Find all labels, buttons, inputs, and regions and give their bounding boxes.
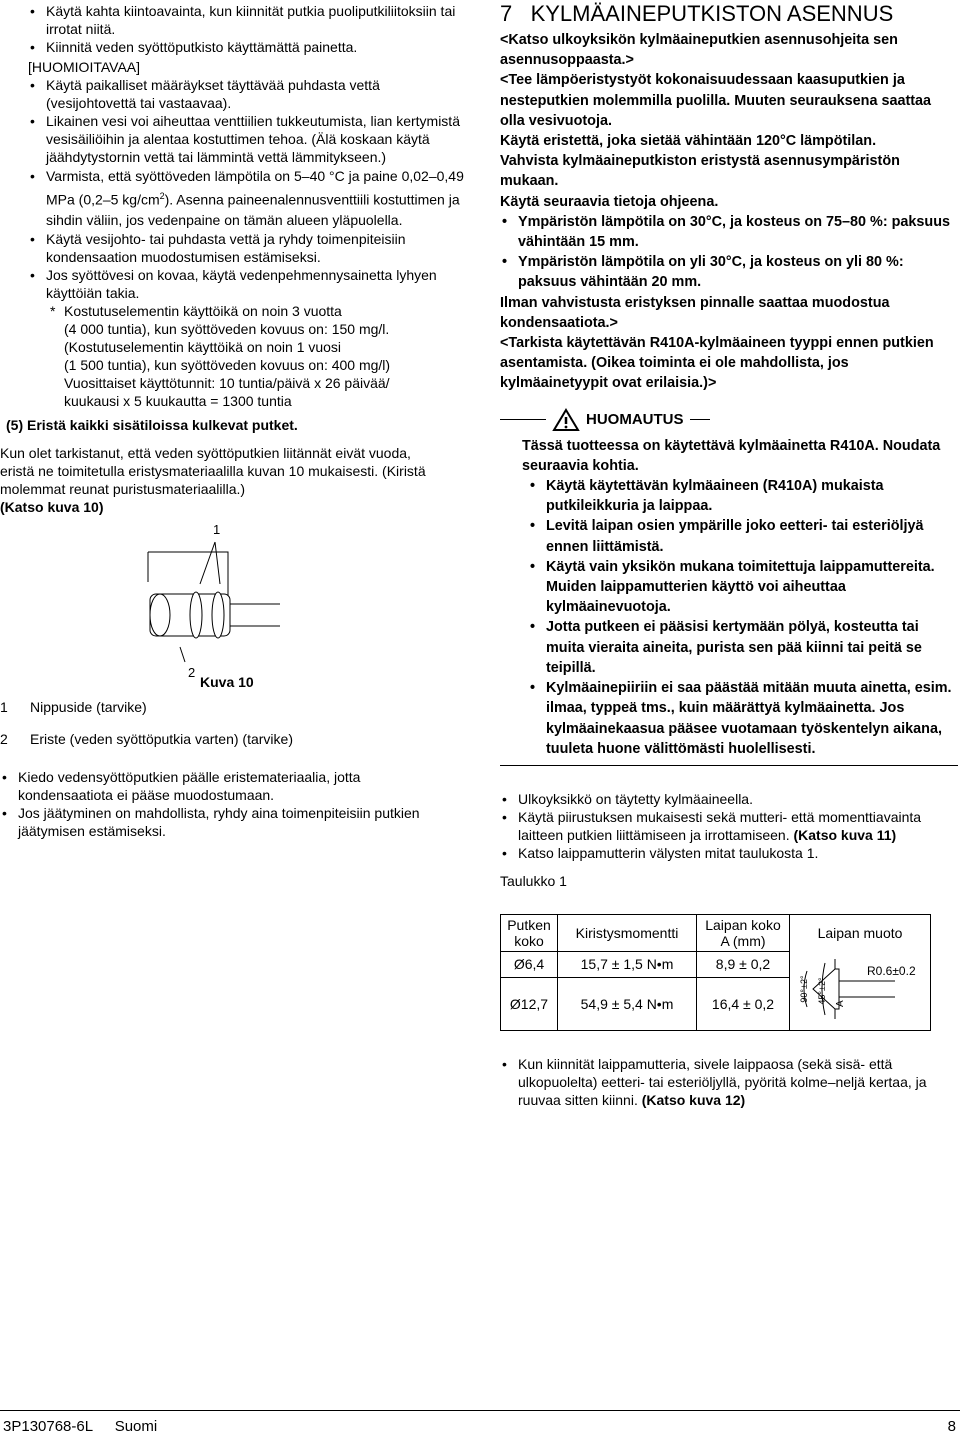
notice-header [500,408,958,432]
figure-caption: Kuva 10 [200,673,254,690]
list-item: • Kiedo vedensyöttöputkien päälle eristemateriaalia, jotta kondensaatiota ei pääse muodostumaan. [0,768,440,804]
notice-intro: Tässä tuotteessa on käytettävä kylmäainetta R410A. Noudata seuraavia kohtia. [522,437,941,474]
legend-row [0,698,470,716]
table-row [501,951,931,977]
list-item: • Kylmäainepiiriin ei saa päästää mitään muuta ainetta, esim. ilmaa, typpeä tms., kuin määrättyä kylmäainetta. Jos kylmäainekaasua pääsee vuotamaan työskentelyn aikana, tuuleta huone välittömästi huolellisesti. [528,678,958,759]
pipe-shape [230,604,280,626]
page-number: 8 [947,1418,956,1435]
flare-angle-1: 45°±2° [817,977,827,1005]
table-caption: Taulukko 1 [500,872,567,889]
figure-reference: (Katso kuva 11) [793,826,897,843]
list-item: • Ympäristön lämpötila on 30°C, ja kosteus on 75–80 %: paksuus vähintään 15 mm. [500,212,958,252]
caution-title: [HUOMIOITAVAA] [28,59,141,75]
pipe-insulation-diagram [0,522,440,690]
note-line: kuukausi x 5 kuukautta = 1300 tuntia [64,392,292,409]
pipe-end-shape [150,594,170,636]
paragraph: Vahvista kylmäaineputkiston eristystä asennusympäristön mukaan. [500,153,900,190]
flare-shape-diagram [795,951,925,1027]
tie-band-shape [212,592,224,638]
table-cell: 8,9 ± 0,2 [697,951,790,977]
right-column [500,0,958,1109]
flare-table [500,914,931,1032]
bullet-text: ). Asenna paineenalennusventtiili kostuttimen ja sihdin väliin, jos vedenpaine on tämän alueen yläpuolella. [46,191,460,228]
leader-line-2 [180,647,185,662]
footer-doc-info [3,1418,157,1435]
table-cell: Ø12,7 [501,977,558,1031]
list-item: • Likainen vesi voi aiheuttaa venttiilien tukkeutumista, lian kertymistä vesisäiliöihin ja alentaa kostuttimen tehoa. (Älä koskaan käytä jäähdytystornin vettä tai lämmintä vettä lämmitykseen.) [28,112,470,166]
list-item: • Levitä laipan osien ympärille joko eetteri- tai esteriöljyä ennen liittämistä. [528,516,958,556]
table-header-cell: Putken koko [501,914,558,951]
figure-legend [0,698,470,748]
section-heading: 7 KYLMÄAINEPUTKISTON ASENNUS [500,1,894,26]
list-item: • Käytä vesijohto- tai puhdasta vettä ja ryhdy toimenpiteisiin kondensaation muodostumisen estämiseksi. [28,230,470,266]
flare-shape-cell [790,951,931,1031]
superscript: 2 [159,191,165,201]
caution-bullet-list [28,76,470,302]
note-line: Vuosittaiset käyttötunnit: 10 tuntia/päivä x 26 päivää/ [64,374,390,391]
section-5-title: (5) Eristä kaikki sisätiloissa kulkevat putket. [6,416,298,433]
list-item: • Käytä vain yksikön mukana toimitettuja laippamuttereita. Muiden laippamutterien käyttö voi aiheuttaa kylmäainevuotoja. [528,557,958,618]
intro-block [500,30,958,212]
bullet-text: 40 °C ja paine 0,02 [309,168,429,184]
table-cell: 15,7 ± 1,5 N•m [558,951,697,977]
last-bullet-list [500,1055,958,1109]
table-cell: Ø6,4 [501,951,558,977]
notice-title: HUOMAUTUS [586,411,684,429]
language: Suomi [114,1418,158,1435]
notice-box [500,436,958,766]
list-item: • Käytä käytettävän kylmäaineen (R410A) mukaista putkileikkuria ja laippaa. [528,476,958,516]
after-block [500,293,958,394]
table-header-cell: Kiristysmomentti [558,914,697,951]
paragraph: <Tarkista käytettävän R410A-kylmäaineen tyyppi ennen putkien asentamista. (Oikea toiminta ei ole mahdollista, jos kylmäainetyypit ovat erilaisia.)> [500,335,934,392]
table-header-cell: Laipan koko A (mm) [697,914,790,951]
top-bullet-list [28,2,470,56]
bullet-text: Kun kiinnität laippamutteria, sivele laippaosa (sekä sisä- että ulkopuolelta) eetteri- tai esteriöljyllä, pyöritä kolme–neljä kertaa, ja ruuvaa sitten kiinni. [518,1056,927,1109]
figure-label-2: 2 [188,664,196,680]
legend-text: Eriste (veden syöttöputkia varten) (tarvike) [30,730,293,747]
note-line: (1 500 tuntia), kun syöttöveden kovuus on: 400 mg/l) [64,356,391,373]
list-item: • Käytä kahta kiintoavainta, kun kiinnität putkia puoliputkiliitoksiin tai irrotat niitä. [28,2,470,38]
doc-id: 3P130768-6L [3,1418,93,1435]
note-line: (Kostutuselementin käyttöikä on noin 1 vuosi [64,338,342,355]
paragraph: <Tee lämpöeristystyöt kokonaisuudessaan kaasuputkien ja nesteputkien molemmilla puolilla. Muuten seurauksena saattaa olla vesivuotoja. [500,72,932,129]
legend-row [0,730,470,748]
pipe-outline-shape [839,981,895,997]
bullet-text: 5 kg/cm [110,191,160,208]
section-5-text [0,444,440,516]
bullet-text: Käytä piirustuksen mukaisesti sekä mutteri- että momenttiavainta laitteen putkien liittämiseen ja irrottamiseen. [518,808,922,843]
figure-label-1: 1 [213,521,221,537]
flare-angle-2: 90°±2° [799,975,809,1003]
table-header-cell: Laipan muoto [790,914,931,951]
legend-text: Nippuside (tarvike) [30,698,147,715]
legend-number: 1 [0,698,8,715]
figure-reference: (Katso kuva 12) [641,1092,746,1109]
bullet-text: 0,49 MPa (0,2 [46,168,464,208]
en-dash: – [102,191,111,208]
list-item: • Jos syöttövesi on kovaa, käytä vedenpehmennysainetta lyhyen käyttöiän takia. [28,266,470,302]
table-header-row [501,914,931,951]
table-cell: 16,4 ± 0,2 [697,977,790,1031]
paragraph-text: Kun olet tarkistanut, että veden syöttöputkien liitännät eivät vuoda, eristä ne toimitetulla eristysmateriaalilla kuvan 10 mukaisesti. (Kiristä molemmat reunat puristusmateriaalilla.) [0,444,426,497]
list-item [500,1055,958,1109]
note-line: (4 000 tuntia), kun syöttöveden kovuus on: 150 mg/l. [64,320,390,337]
note-line: Kostutuselementin käyttöikä on noin 3 vuotta [64,302,342,319]
paragraph: Käytä eristettä, joka sietää vähintään 120°C lämpötilan. [500,133,877,150]
leader-line-1 [200,542,220,584]
paragraph: Ilman vahvistusta eristyksen pinnalle saattaa muodostua kondensaatiota.> [500,294,890,331]
list-item [500,808,958,844]
plain-bullet-list [500,790,958,862]
list-item: • Ympäristön lämpötila on yli 30°C, ja kosteus on yli 80 %: paksuus vähintään 20 mm. [500,252,958,292]
flare-r-label: R0.6±0.2 [867,964,916,979]
left-column [0,0,470,840]
list-item [28,166,470,230]
asterisk: * [50,302,56,319]
figure-10 [0,522,470,690]
list-item: • Käytä paikalliset määräykset täyttävää puhdasta vettä (vesijohtovettä tai vastaavaa). [28,76,470,112]
table-cell: 54,9 ± 5,4 N•m [558,977,697,1031]
list-item: • Kiinnitä veden syöttöputkisto käyttämättä painetta. [28,38,470,56]
tie-band-shape [190,592,202,638]
bottom-bullet-list [0,768,440,840]
legend-number: 2 [0,730,8,747]
figure-reference: (Katso kuva 10) [0,498,104,515]
rule [690,419,710,420]
rule [500,419,546,420]
en-dash: – [428,168,437,184]
list-item: • Ulkoyksikkö on täytetty kylmäaineella. [500,790,958,808]
paragraph: Käytä seuraavia tietoja ohjeena. [500,193,719,210]
bullet-text: Varmista, että syöttöveden lämpötila on 5 [46,168,302,184]
footer-rule [0,1410,960,1411]
warning-icon [552,408,580,432]
insulation-bullet-list [500,212,958,293]
flare-a-label: A [835,1000,846,1008]
list-item: • Jotta putkeen ei pääsisi kertymään pölyä, kosteutta tai muita vieraita aineita, purista sen pää kiinni tai peitä se teipillä. [528,617,958,678]
list-item: • Jos jäätyminen on mahdollista, ryhdy aina toimenpiteisiin putkien jäätymisen estämiseksi. [0,804,440,840]
notice-bullet-list [528,476,958,759]
lifetime-note [46,302,470,410]
en-dash: – [301,168,310,184]
list-item: • Katso laippamutterin välysten mitat taulukosta 1. [500,844,958,862]
paragraph: <Katso ulkoyksikön kylmäaineputkien asennusohjeita sen asennusoppaasta.> [500,32,898,69]
